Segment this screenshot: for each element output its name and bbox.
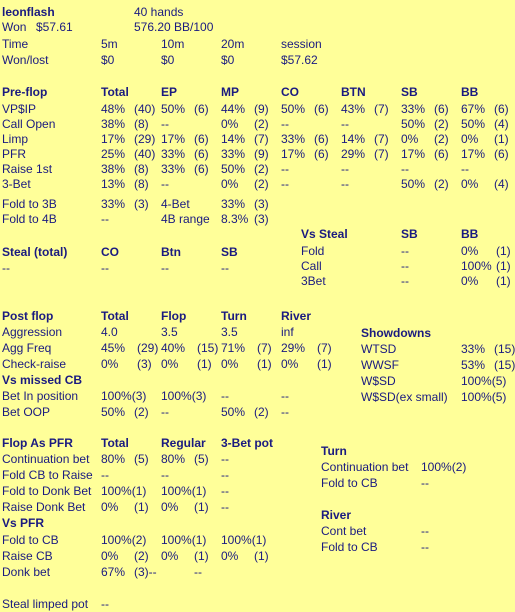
- stat-label: PFR: [2, 147, 26, 161]
- stat-value: 0%: [461, 274, 479, 288]
- stat-value: 4.0: [101, 325, 118, 339]
- turn-stat-label: Continuation bet: [321, 460, 409, 474]
- stat-value: --: [401, 244, 409, 258]
- stat-count: (4): [494, 117, 509, 131]
- stat-value: --: [421, 524, 429, 538]
- four-bet-label: 4-Bet: [161, 197, 190, 211]
- stat-count: (29): [134, 132, 156, 146]
- stat-value: 44%: [221, 102, 246, 116]
- stat-count: (6): [314, 147, 329, 161]
- stat-value: 29%: [281, 341, 306, 355]
- stat-label: Raise 1st: [2, 162, 53, 176]
- time-col: 5m: [101, 37, 118, 51]
- stat-label: Fold CB to Raise: [2, 468, 93, 482]
- river-stat-label: Fold to CB: [321, 540, 378, 554]
- stat-value: --: [341, 117, 349, 131]
- stat-value: --: [221, 261, 229, 275]
- stat-value: 0%: [461, 244, 479, 258]
- stat-value: 100%(5): [461, 390, 507, 404]
- stat-count: (4): [494, 177, 509, 191]
- stat-value: --: [281, 389, 289, 403]
- stat-value: 38%: [101, 162, 126, 176]
- flop-pfr-col-header: 3-Bet pot: [221, 436, 273, 450]
- vs-steal-label: Call: [301, 259, 322, 273]
- stat-value: 0%: [461, 177, 479, 191]
- stat-count: (1): [197, 357, 212, 371]
- stat-value: 100%(3): [101, 389, 147, 403]
- stat-value: 71%: [221, 341, 246, 355]
- stat-label: Check-raise: [2, 357, 67, 371]
- stat-value: 33%: [401, 102, 426, 116]
- stat-value: --: [341, 162, 349, 176]
- stat-value: 3.5: [161, 325, 178, 339]
- stat-count: (2): [254, 405, 269, 419]
- stat-count: (1): [317, 357, 332, 371]
- stat-value: 0%: [221, 117, 239, 131]
- stat-value: --: [221, 484, 229, 498]
- stat-label: Fold to CB: [2, 533, 59, 547]
- stat-count: (3)--: [134, 565, 157, 579]
- stat-count: (2): [434, 117, 449, 131]
- stat-count: (15): [494, 358, 515, 372]
- showdown-label: W$SD(ex small): [361, 390, 448, 404]
- stat-count: (1): [494, 132, 509, 146]
- steal-total-title: Steal (total): [2, 245, 68, 259]
- stat-count: (6): [194, 132, 209, 146]
- stat-value: --: [101, 261, 109, 275]
- stat-count: (1): [194, 500, 209, 514]
- stat-count: (6): [194, 162, 209, 176]
- stat-value: 40%: [161, 341, 186, 355]
- stat-label: Agg Freq: [2, 341, 52, 355]
- stat-count: (6): [314, 102, 329, 116]
- stat-count: (15): [494, 342, 515, 356]
- stat-value: --: [421, 540, 429, 554]
- stat-value: 50%: [281, 102, 306, 116]
- stat-count: (29): [137, 341, 159, 355]
- stat-label: Call Open: [2, 117, 56, 131]
- stat-count: (1): [194, 549, 209, 563]
- stat-label: Raise CB: [2, 549, 53, 563]
- stat-value: --: [281, 162, 289, 176]
- stat-count: (6): [434, 102, 449, 116]
- flop-pfr-col-header: Regular: [161, 436, 206, 450]
- stat-count: (7): [254, 132, 269, 146]
- stat-count: (7): [374, 147, 389, 161]
- stat-count: (3): [134, 197, 149, 211]
- stat-count: (8): [134, 117, 149, 131]
- fold-to-4b-label: Fold to 4B: [2, 212, 57, 226]
- stat-count: (2): [134, 549, 149, 563]
- stat-count: (5): [134, 452, 149, 466]
- stat-count: (6): [194, 147, 209, 161]
- vs-pfr-title: Vs PFR: [2, 516, 45, 530]
- flop-pfr-col-header: Total: [101, 436, 129, 450]
- stat-value: 100%(3): [161, 389, 207, 403]
- vs-missed-cb-title: Vs missed CB: [2, 373, 83, 387]
- vs-steal-label: Fold: [301, 244, 325, 258]
- stat-value: 53%: [461, 358, 486, 372]
- stat-value: 25%: [101, 147, 126, 161]
- stat-value: --: [161, 405, 169, 419]
- stat-value: --: [221, 452, 229, 466]
- stat-value: 50%: [161, 102, 186, 116]
- bb-per-100: 576.20 BB/100: [134, 20, 214, 34]
- wonlost-value: $0: [221, 53, 235, 67]
- stat-value: --: [101, 468, 109, 482]
- stat-value: --: [401, 274, 409, 288]
- stat-count: (1): [257, 357, 272, 371]
- stat-value: 29%: [341, 147, 366, 161]
- vs-steal-title: Vs Steal: [301, 227, 348, 241]
- time-col: 20m: [221, 37, 245, 51]
- wonlost-value: $0: [101, 53, 115, 67]
- hands-count: 40 hands: [134, 5, 184, 19]
- vs-steal-col: SB: [401, 227, 418, 241]
- stat-value: 80%: [101, 452, 126, 466]
- stat-value: 14%: [221, 132, 246, 146]
- stat-value: 14%: [341, 132, 366, 146]
- stat-value: 100%(2): [421, 460, 467, 474]
- stat-label: 3-Bet: [2, 177, 31, 191]
- stat-value: 50%: [401, 177, 426, 191]
- stat-count: (2): [434, 177, 449, 191]
- donk-bet-label: Donk bet: [2, 565, 51, 579]
- time-label: Time: [2, 37, 29, 51]
- preflop-col-header: BB: [461, 85, 479, 99]
- stat-value: inf: [281, 325, 294, 339]
- stat-value: 0%: [101, 500, 119, 514]
- stat-value: --: [461, 162, 469, 176]
- stat-value: 0%: [221, 357, 239, 371]
- stat-value: 50%: [401, 117, 426, 131]
- wonlost-value: $57.62: [281, 53, 318, 67]
- won-value: $57.61: [36, 20, 73, 34]
- stat-value: --: [281, 177, 289, 191]
- stat-value: 33%: [221, 197, 246, 211]
- steal-col: CO: [101, 245, 119, 259]
- stat-value: 0%: [101, 357, 119, 371]
- stat-value: 43%: [341, 102, 366, 116]
- stat-value: 50%: [221, 162, 246, 176]
- postflop-col-header: Flop: [161, 309, 187, 323]
- river-stat-label: Cont bet: [321, 524, 367, 538]
- stat-value: --: [194, 565, 202, 579]
- stat-count: (1): [254, 549, 269, 563]
- stat-value: 67%: [461, 102, 486, 116]
- stat-value: --: [2, 261, 10, 275]
- showdown-label: W$SD: [361, 374, 396, 388]
- stat-value: 45%: [101, 341, 126, 355]
- stat-value: --: [401, 162, 409, 176]
- preflop-col-header: MP: [221, 85, 239, 99]
- stat-value: 80%: [161, 452, 186, 466]
- stat-label: Raise Donk Bet: [2, 500, 86, 514]
- showdowns-title: Showdowns: [361, 326, 431, 340]
- stat-value: 100%: [461, 259, 492, 273]
- stat-count: (2): [254, 117, 269, 131]
- postflop-col-header: River: [281, 309, 312, 323]
- four-bet-range-label: 4B range: [161, 212, 210, 226]
- stat-value: --: [161, 177, 169, 191]
- stat-value: 0%: [161, 500, 179, 514]
- stat-label: Bet OOP: [2, 405, 51, 419]
- stat-count: (9): [254, 102, 269, 116]
- won-label: Won: [2, 20, 27, 34]
- stat-value: 0%: [161, 549, 179, 563]
- preflop-title: Pre-flop: [2, 85, 48, 99]
- stat-value: --: [161, 117, 169, 131]
- stat-count: (3): [137, 357, 152, 371]
- steal-col: Btn: [161, 245, 181, 259]
- stat-value: 100%(2): [101, 533, 147, 547]
- stat-value: 8.3%: [221, 212, 249, 226]
- stat-value: --: [421, 476, 429, 490]
- stat-value: 17%: [101, 132, 126, 146]
- preflop-col-header: CO: [281, 85, 299, 99]
- stat-count: (8): [134, 177, 149, 191]
- flop-pfr-title: Flop As PFR: [2, 436, 73, 450]
- river-title: River: [321, 508, 352, 522]
- stat-count: (15): [197, 341, 219, 355]
- stat-value: 0%: [221, 177, 239, 191]
- postflop-col-header: Total: [101, 309, 129, 323]
- stat-value: --: [221, 500, 229, 514]
- showdown-label: WWSF: [361, 358, 399, 372]
- preflop-col-header: BTN: [341, 85, 366, 99]
- postflop-title: Post flop: [2, 309, 54, 323]
- stat-count: (2): [254, 177, 269, 191]
- stat-count: (3): [254, 197, 269, 211]
- stat-label: Limp: [2, 132, 29, 146]
- stat-value: 17%: [461, 147, 486, 161]
- stat-count: (6): [494, 102, 509, 116]
- stat-value: 38%: [101, 117, 126, 131]
- stat-count: (1): [496, 274, 511, 288]
- stat-count: (6): [494, 147, 509, 161]
- stat-value: 67%: [101, 565, 126, 579]
- stat-count: (6): [434, 147, 449, 161]
- stat-count: (2): [254, 162, 269, 176]
- stat-value: 100%(1): [221, 533, 267, 547]
- stat-value: 0%: [161, 357, 179, 371]
- vs-steal-label: 3Bet: [301, 274, 326, 288]
- stat-value: 0%: [221, 549, 239, 563]
- stat-count: (5): [194, 452, 209, 466]
- turn-title: Turn: [321, 444, 347, 458]
- player-name: leonflash: [2, 5, 55, 19]
- stat-count: (40): [134, 147, 156, 161]
- stat-label: Continuation bet: [2, 452, 90, 466]
- stat-count: (7): [257, 341, 272, 355]
- stat-value: --: [341, 177, 349, 191]
- stat-value: 50%: [461, 117, 486, 131]
- stat-value: --: [161, 261, 169, 275]
- time-col: 10m: [161, 37, 185, 51]
- preflop-col-header: EP: [161, 85, 178, 99]
- stat-value: --: [161, 468, 169, 482]
- stat-count: (2): [134, 405, 149, 419]
- stat-value: 17%: [281, 147, 306, 161]
- wonlost-value: $0: [161, 53, 175, 67]
- stat-count: (1): [134, 500, 149, 514]
- stat-value: 48%: [101, 102, 126, 116]
- stat-value: 33%: [461, 342, 486, 356]
- stat-count: (1): [496, 244, 511, 258]
- stat-value: 33%: [161, 162, 186, 176]
- stat-value: 17%: [401, 147, 426, 161]
- stat-count: (2): [434, 132, 449, 146]
- stat-value: 100%(1): [161, 484, 207, 498]
- stat-label: Bet In position: [2, 389, 79, 403]
- stat-label: Fold to Donk Bet: [2, 484, 92, 498]
- stat-value: --: [101, 597, 109, 611]
- stat-count: (6): [314, 132, 329, 146]
- stat-value: 13%: [101, 177, 126, 191]
- stat-value: --: [401, 259, 409, 273]
- stat-count: (7): [374, 102, 389, 116]
- stat-value: 33%: [221, 147, 246, 161]
- stat-value: 33%: [281, 132, 306, 146]
- stat-value: 0%: [401, 132, 419, 146]
- stat-value: 0%: [461, 132, 479, 146]
- turn-stat-label: Fold to CB: [321, 476, 378, 490]
- stat-value: 0%: [281, 357, 299, 371]
- stat-value: --: [221, 468, 229, 482]
- postflop-col-header: Turn: [221, 309, 247, 323]
- stat-value: 17%: [161, 132, 186, 146]
- preflop-col-header: Total: [101, 85, 129, 99]
- vs-steal-col: BB: [461, 227, 479, 241]
- preflop-col-header: SB: [401, 85, 418, 99]
- stat-value: 3.5: [221, 325, 238, 339]
- steal-col: SB: [221, 245, 238, 259]
- wonlost-label: Won/lost: [2, 53, 49, 67]
- stat-value: 50%: [101, 405, 126, 419]
- stat-count: (6): [194, 102, 209, 116]
- stat-value: 100%(5): [461, 374, 507, 388]
- stat-value: 100%(1): [161, 533, 207, 547]
- stat-value: --: [281, 405, 289, 419]
- stat-value: 0%: [101, 549, 119, 563]
- stat-count: (7): [374, 132, 389, 146]
- stat-value: 100%(1): [101, 484, 147, 498]
- stat-value: 33%: [161, 147, 186, 161]
- stat-count: (8): [134, 162, 149, 176]
- fold-to-3b-label: Fold to 3B: [2, 197, 57, 211]
- stat-count: (3): [254, 212, 269, 226]
- stat-value: 50%: [221, 405, 246, 419]
- steal-limped-label: Steal limped pot: [2, 597, 89, 611]
- time-col: session: [281, 37, 322, 51]
- stat-count: (9): [254, 147, 269, 161]
- stat-label: Aggression: [2, 325, 63, 339]
- stat-value: --: [221, 389, 229, 403]
- stat-count: (40): [134, 102, 156, 116]
- stat-value: --: [281, 117, 289, 131]
- stat-value: 33%: [101, 197, 126, 211]
- stat-count: (1): [496, 259, 511, 273]
- stat-value: --: [101, 212, 109, 226]
- stat-count: (7): [317, 341, 332, 355]
- stat-label: VP$IP: [2, 102, 37, 116]
- showdown-label: WTSD: [361, 342, 397, 356]
